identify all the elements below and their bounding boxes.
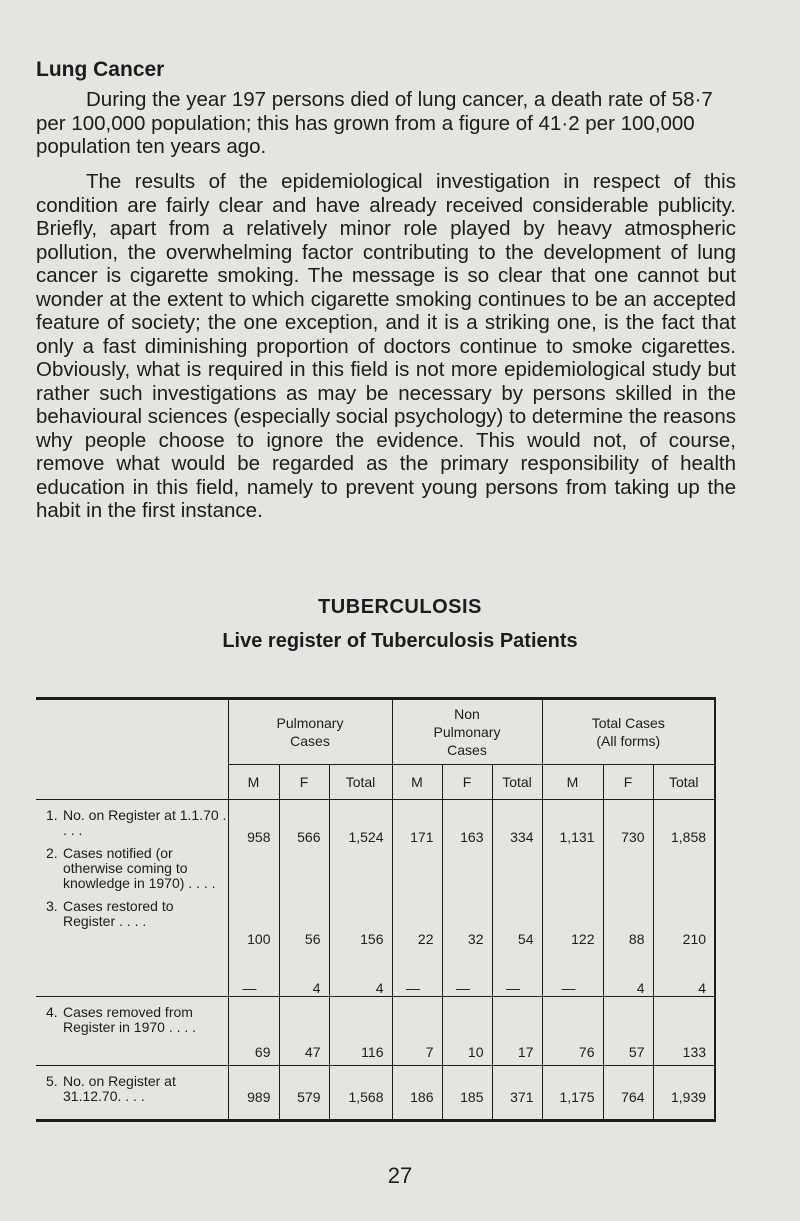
table-value: 54 <box>517 931 534 947</box>
column-header: F <box>279 765 329 800</box>
table-value: 4 <box>698 980 707 996</box>
row-number: 4. <box>46 1004 58 1020</box>
value-cell <box>392 997 442 1066</box>
paragraph-1-text: During the year 197 persons died of lung cancer, a death rate of 58·7 per 100,000 population; this has grown from a figure of 41·2 per 100,000 population ten years ago. <box>36 88 713 158</box>
group-header-line: Non <box>454 706 480 722</box>
row-number: 1. <box>46 807 58 823</box>
tuberculosis-subtitle: Live register of Tuberculosis Patients <box>222 630 578 652</box>
row-number: 3. <box>46 898 58 914</box>
group-header-total <box>542 699 715 765</box>
column-header: Total <box>329 765 392 800</box>
table-value: 1,568 <box>348 1089 384 1105</box>
row-label-cell <box>36 1066 228 1121</box>
row-label-text: Cases notified (or otherwise coming to knowledge in 1970) . . . . <box>63 845 216 891</box>
table-value: 371 <box>510 1089 534 1105</box>
value-cell <box>442 997 492 1066</box>
table-value: 1,524 <box>348 829 384 845</box>
value-cell <box>329 997 392 1066</box>
row-label-cell <box>36 800 228 997</box>
value-cell <box>329 1066 392 1121</box>
table-value: 171 <box>410 829 434 845</box>
value-cell <box>392 800 442 997</box>
column-header: M <box>228 765 279 800</box>
table-value: 7 <box>425 1044 434 1060</box>
group-header-line: Cases <box>447 742 487 758</box>
table-row <box>36 1066 715 1121</box>
row-label-text: No. on Register at 31.12.70. . . . <box>63 1073 176 1104</box>
column-header: F <box>603 765 653 800</box>
value-cell <box>603 1066 653 1121</box>
value-cell <box>279 997 329 1066</box>
value-cell <box>603 997 653 1066</box>
table-value: 122 <box>571 931 595 947</box>
table-value: 76 <box>578 1044 595 1060</box>
row-label <box>46 846 228 891</box>
table-value: 47 <box>304 1044 321 1060</box>
group-header-line: (All forms) <box>596 733 661 749</box>
value-cell <box>329 800 392 997</box>
row-number: 5. <box>46 1073 58 1089</box>
value-cell <box>492 997 542 1066</box>
table-value: 22 <box>417 931 434 947</box>
value-cell <box>279 800 329 997</box>
row-label <box>46 899 228 929</box>
table-value: 1,131 <box>559 829 595 845</box>
table-value: — <box>406 980 420 996</box>
group-header-line: Cases <box>290 733 330 749</box>
value-cell <box>442 1066 492 1121</box>
table-value: 17 <box>517 1044 534 1060</box>
table-value: 56 <box>304 931 321 947</box>
table-value: 133 <box>682 1044 707 1060</box>
value-cell <box>228 1066 279 1121</box>
table-value: 210 <box>682 931 707 947</box>
row-label-cell <box>36 997 228 1066</box>
table-value: 156 <box>360 931 384 947</box>
lung-cancer-heading: Lung Cancer <box>36 58 165 81</box>
table-value: — <box>506 980 520 996</box>
row-label-text: Cases removed from Register in 1970 . . . . <box>63 1004 197 1035</box>
table-value: 69 <box>254 1044 271 1060</box>
column-header: Total <box>492 765 542 800</box>
table-value: 116 <box>361 1044 384 1060</box>
table-value: — <box>561 980 576 996</box>
row-label <box>46 808 228 838</box>
tuberculosis-register-table <box>36 697 716 1122</box>
table-value: 579 <box>297 1089 321 1105</box>
value-cell <box>492 800 542 997</box>
tuberculosis-title: TUBERCULOSIS <box>318 596 482 618</box>
value-cell <box>442 800 492 997</box>
value-cell <box>542 1066 603 1121</box>
row-label <box>46 1005 228 1035</box>
row-label-text: No. on Register at 1.1.70 . . . . <box>63 807 227 838</box>
table-value: 163 <box>460 829 484 845</box>
column-header: Total <box>653 765 715 800</box>
page-number: 27 <box>387 1163 413 1188</box>
table-value: 989 <box>247 1089 271 1105</box>
table-value: 100 <box>247 931 271 947</box>
group-header-line: Pulmonary <box>276 715 344 731</box>
column-header: M <box>542 765 603 800</box>
paragraph-2-text: The results of the epidemiological investigation in respect of this condition are fairly clear and have already received considerable publicity. Briefly, apart from a relatively minor role played by heavy atmospheric pollution, the overwhelming factor contributing to the development of lung cancer is cigarette smoking. The message is so clear that one cannot but wonder at the extent to which cigarette smoking continues to be an accepted feature of society; the one exception, and it is a striking one, is the fact that only a fast diminishing proportion of doctors continue to smoke cigarettes. Obviously, what is required in this field is not more epidemiological study but rather such investigations as may be necessary by persons skilled in the behavioural sciences (especially social psychology) to determine the reasons why people choose to ignore the evidence. This would not, of course, remove what would be regarded as the primary responsibility of health education in this field, namely to prevent young persons from taking up the habit in the first instance. <box>36 170 736 522</box>
table-value: 730 <box>621 829 645 845</box>
table-corner-cell <box>36 699 228 800</box>
table-value: 1,939 <box>670 1089 707 1105</box>
row-label <box>46 1074 228 1104</box>
table-row <box>36 997 715 1066</box>
table-value: 1,175 <box>559 1089 595 1105</box>
column-header: M <box>392 765 442 800</box>
value-cell <box>392 1066 442 1121</box>
value-cell <box>653 1066 715 1121</box>
table-value: 1,858 <box>670 829 707 845</box>
value-cell <box>653 800 715 997</box>
table-value: 334 <box>510 829 534 845</box>
value-cell <box>228 800 279 997</box>
value-cell <box>492 1066 542 1121</box>
table-value: — <box>456 980 470 996</box>
lung-cancer-paragraph-2 <box>36 170 736 523</box>
value-cell <box>542 997 603 1066</box>
value-cell <box>542 800 603 997</box>
group-header-line: Pulmonary <box>433 724 501 740</box>
table-value: 764 <box>621 1089 645 1105</box>
row-number: 2. <box>46 845 58 861</box>
value-cell <box>228 997 279 1066</box>
value-cell <box>603 800 653 997</box>
column-header: F <box>442 765 492 800</box>
table-value: 185 <box>460 1089 484 1105</box>
group-header-line: Total Cases <box>591 715 665 731</box>
table-value: 566 <box>297 829 321 845</box>
table-row <box>36 800 715 997</box>
table-value: 4 <box>312 980 321 996</box>
table-value: 57 <box>628 1044 645 1060</box>
table-value: 958 <box>247 829 271 845</box>
table-value: 88 <box>628 931 645 947</box>
table-value: 10 <box>467 1044 484 1060</box>
value-cell <box>653 997 715 1066</box>
group-header-non-pulmonary <box>392 699 542 765</box>
table-value: — <box>242 980 257 996</box>
table-value: 32 <box>467 931 484 947</box>
value-cell <box>279 1066 329 1121</box>
group-header-pulmonary <box>228 699 392 765</box>
table-value: 4 <box>636 980 645 996</box>
table-value: 186 <box>410 1089 434 1105</box>
table-value: 4 <box>375 980 384 996</box>
row-label-text: Cases restored to Register . . . . <box>63 898 174 929</box>
lung-cancer-paragraph-1 <box>36 88 736 159</box>
